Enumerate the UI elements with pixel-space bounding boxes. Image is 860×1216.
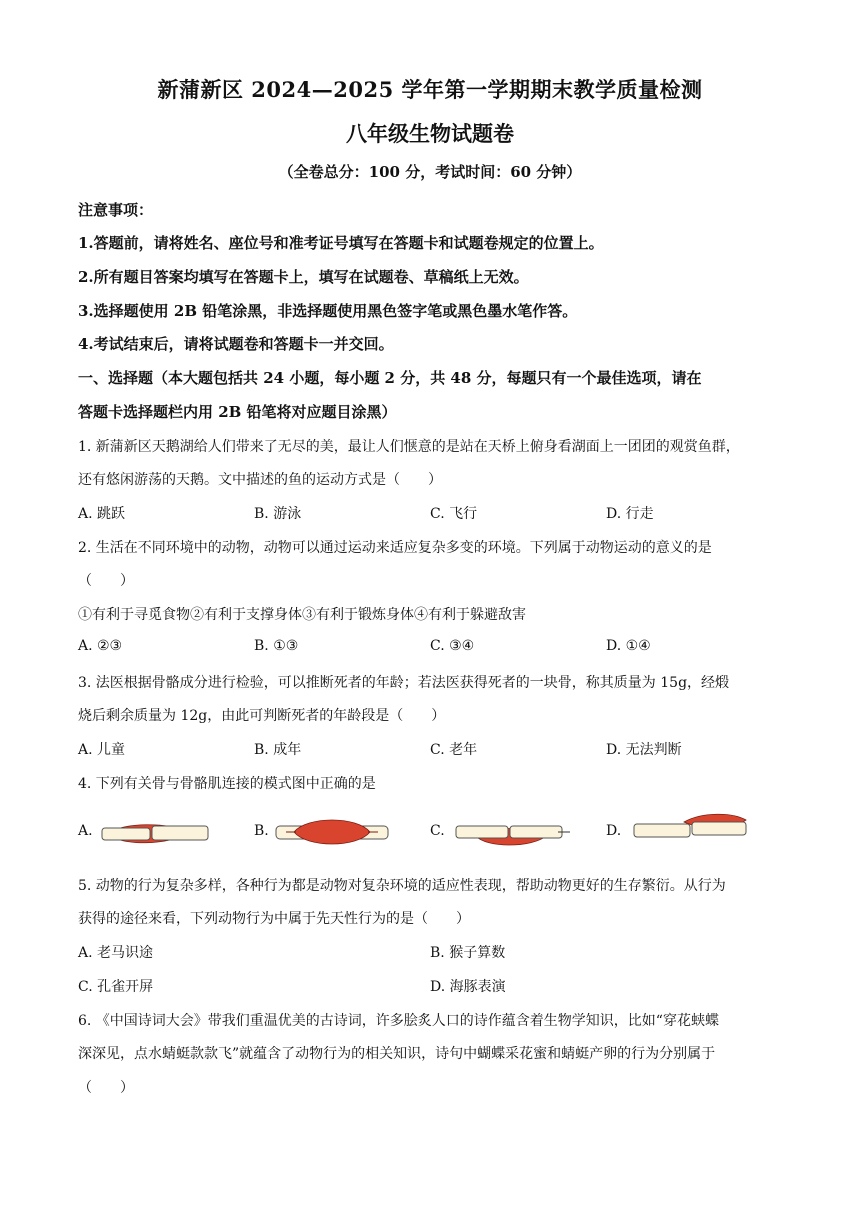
- option-c: C. 老年: [430, 742, 478, 758]
- question-text: 5. 动物的行为复杂多样，各种行为都是动物对复杂环境的适应性表现，帮助动物更好的生存繁衍。从行为: [78, 878, 726, 894]
- question-text: 6. 《中国诗词大会》带我们重温优美的古诗词，许多脍炙人口的诗作蕴含着生物学知识，比如“穿花蛱蝶: [78, 1013, 719, 1029]
- option-a: A.: [78, 823, 93, 839]
- option-a: A. 跳跃: [78, 506, 126, 522]
- option-a: A. ②③: [78, 638, 123, 654]
- question-text: 1. 新蒲新区天鹅湖给人们带来了无尽的美，最让人们惬意的是站在天桥上俯身看湖面上一团团的观赏鱼群，: [78, 439, 740, 455]
- option-c: C. 孔雀开屏: [78, 979, 154, 995]
- question-text: 3. 法医根据骨骼成分进行检验，可以推断死者的年龄；若法医获得死者的一块骨，称其质量为 15g，经煅: [78, 675, 730, 691]
- question-text: 4. 下列有关骨与骨骼肌连接的模式图中正确的是: [78, 776, 376, 792]
- bone-muscle-diagram-a: [100, 816, 210, 852]
- option-d: D. ①④: [606, 638, 651, 654]
- bone-muscle-diagram-b: [272, 814, 392, 850]
- question-text: 烧后剩余质量为 12g，由此可判断死者的年龄段是（ ）: [78, 708, 446, 724]
- question-text: （ ）: [78, 573, 134, 589]
- notice-item: 3.选择题使用 2B 铅笔涂黑，非选择题使用黑色签字笔或黑色墨水笔作答。: [78, 302, 578, 320]
- option-d: D.: [606, 823, 622, 839]
- option-d: D. 行走: [606, 506, 654, 522]
- question-text: 获得的途径来看，下列动物行为中属于先天性行为的是（ ）: [78, 911, 470, 927]
- option-b: B. 游泳: [254, 506, 302, 522]
- option-b: B. ①③: [254, 638, 299, 654]
- question-text: 2. 生活在不同环境中的动物，动物可以通过运动来适应复杂多变的环境。下列属于动物运动的意义的是: [78, 540, 712, 556]
- bone-muscle-diagram-d: [632, 810, 752, 846]
- section-heading-cont: 答题卡选择题栏内用 2B 铅笔将对应题目涂黑）: [78, 403, 397, 421]
- option-d: D. 海豚表演: [430, 979, 506, 995]
- option-d: D. 无法判断: [606, 742, 682, 758]
- option-a: A. 儿童: [78, 742, 126, 758]
- notice-item: 2.所有题目答案均填写在答题卡上，填写在试题卷、草稿纸上无效。: [78, 268, 529, 286]
- option-c: C.: [430, 823, 445, 839]
- question-text: （ ）: [78, 1080, 134, 1096]
- option-c: C. 飞行: [430, 506, 478, 522]
- notice-heading: 注意事项：: [78, 201, 154, 219]
- exam-info: （全卷总分：100 分，考试时间：60 分钟）: [278, 163, 582, 181]
- notice-item: 4.考试结束后，请将试题卷和答题卡一并交回。: [78, 335, 394, 353]
- option-b: B.: [254, 823, 269, 839]
- section-heading: 一、选择题（本大题包括共 24 小题，每小题 2 分，共 48 分，每题只有一个最佳选项，请在: [78, 369, 702, 387]
- option-b: B. 成年: [254, 742, 302, 758]
- notice-item: 1.答题前，请将姓名、座位号和准考证号填写在答题卡和试题卷规定的位置上。: [78, 234, 604, 252]
- question-text: 深深见，点水蜻蜓款款飞”就蕴含了动物行为的相关知识，诗句中蝴蝶采花蜜和蜻蜓产卵的行为分别属于: [78, 1046, 716, 1062]
- question-statements: ①有利于寻觅食物②有利于支撑身体③有利于锻炼身体④有利于躲避敌害: [78, 607, 526, 623]
- option-a: A. 老马识途: [78, 945, 154, 961]
- question-text: 还有悠闲游荡的天鹅。文中描述的鱼的运动方式是（ ）: [78, 472, 442, 488]
- option-c: C. ③④: [430, 638, 475, 654]
- bone-muscle-diagram-c: [454, 816, 574, 852]
- option-b: B. 猴子算数: [430, 945, 506, 961]
- exam-subtitle: 八年级生物试题卷: [346, 121, 514, 146]
- exam-title: 新蒲新区 2024—2025 学年第一学期期末教学质量检测: [157, 77, 703, 102]
